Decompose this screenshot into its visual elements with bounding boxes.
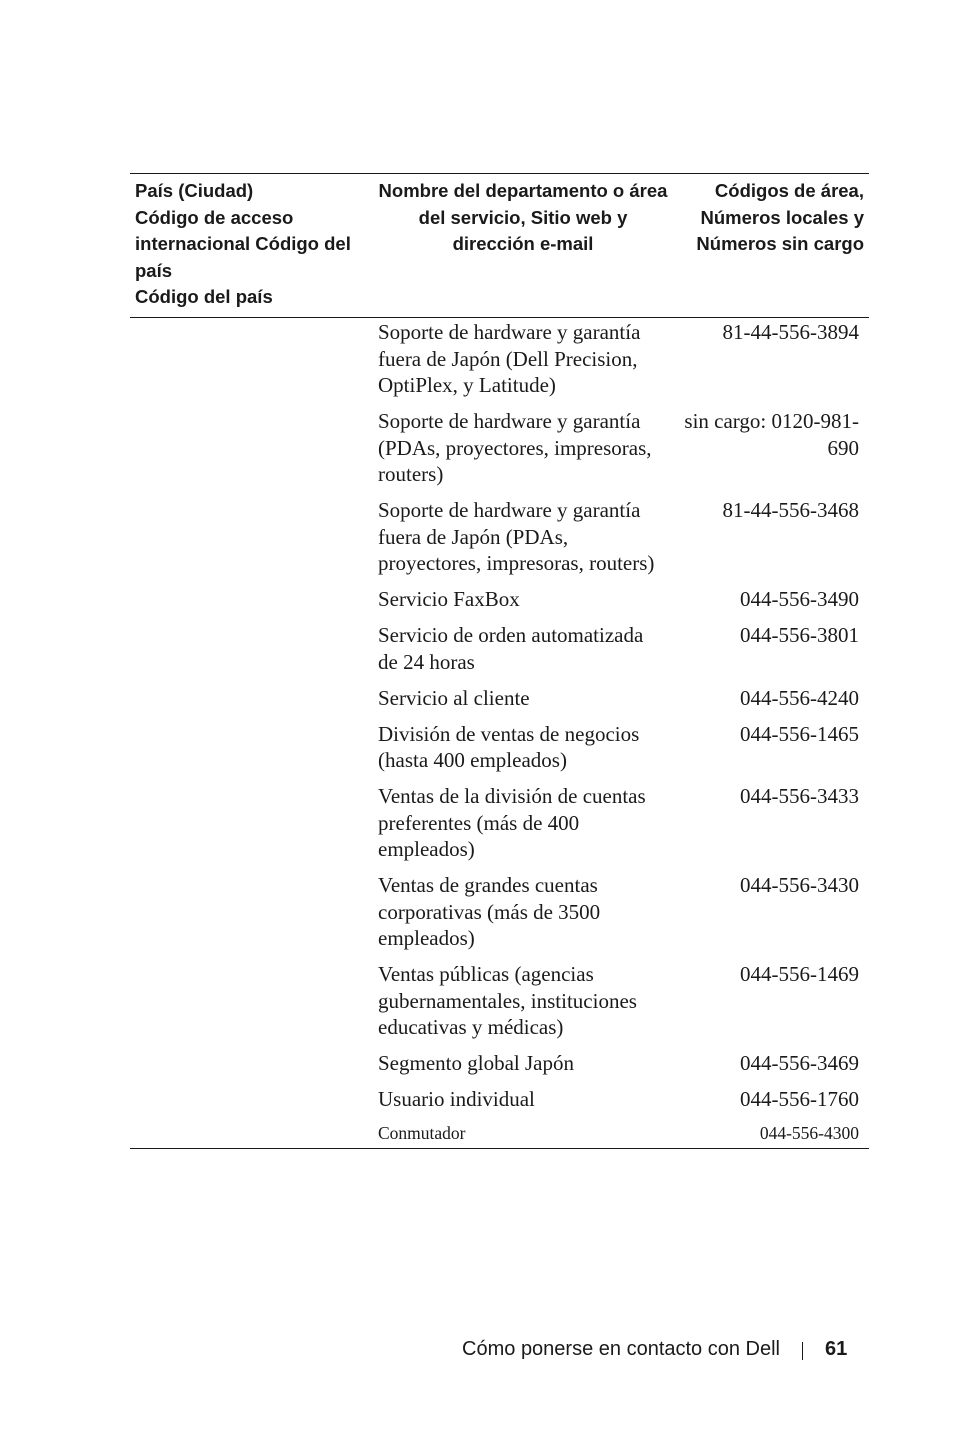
table-row xyxy=(130,497,869,577)
table-row xyxy=(130,1122,869,1144)
header-country-line: Código de acceso xyxy=(135,206,294,228)
header-country-line: internacional Código del xyxy=(135,233,351,254)
table-row xyxy=(130,1086,869,1113)
country-cell xyxy=(130,408,378,488)
department-cell xyxy=(378,961,678,1041)
phone-number-line: sin cargo: 0120-981- xyxy=(684,409,859,433)
table-body xyxy=(130,318,869,1148)
department-cell xyxy=(378,586,678,613)
country-cell xyxy=(130,497,378,577)
table-row xyxy=(130,783,869,863)
department-line: gubernamentales, instituciones xyxy=(378,988,637,1013)
department-cell xyxy=(378,622,678,675)
header-department xyxy=(373,174,673,317)
page-number: 61 xyxy=(825,1338,848,1360)
department-line: preferentes (más de 400 xyxy=(378,810,580,835)
phone-number-line: 81-44-556-3468 xyxy=(722,498,859,522)
table-row xyxy=(130,319,869,399)
phone-number-line: 044-556-4300 xyxy=(759,1123,859,1143)
department-cell xyxy=(378,1122,678,1144)
header-country-line: País (Ciudad) xyxy=(135,180,254,201)
table-row xyxy=(130,872,869,952)
header-country-line: Código del país xyxy=(135,286,273,307)
table-row xyxy=(130,586,869,613)
phone-number-cell xyxy=(678,721,859,774)
department-line: empleados) xyxy=(378,837,475,861)
header-country xyxy=(130,174,373,317)
phone-number-cell xyxy=(678,497,859,577)
header-department-line: dirección e-mail xyxy=(452,233,594,254)
department-line: corporativas (más de 3500 xyxy=(378,899,601,924)
department-cell xyxy=(378,1050,678,1077)
phone-number-line: 81-44-556-3894 xyxy=(722,320,859,344)
phone-number-cell xyxy=(678,1086,859,1113)
table-row xyxy=(130,622,869,675)
department-line: fuera de Japón (Dell Precision, xyxy=(378,346,638,371)
phone-number-line: 044-556-3801 xyxy=(740,623,859,647)
department-line: educativas y médicas) xyxy=(378,1015,564,1039)
phone-number-cell xyxy=(678,685,859,712)
header-numbers xyxy=(673,174,869,317)
phone-number-cell xyxy=(678,622,859,675)
header-department-line: del servicio, Sitio web y xyxy=(418,206,628,228)
country-cell xyxy=(130,622,378,675)
page-footer xyxy=(0,1338,954,1366)
department-cell xyxy=(378,721,678,774)
department-line: (PDAs, proyectores, impresoras, xyxy=(378,435,652,460)
country-cell xyxy=(130,1122,378,1144)
country-cell xyxy=(130,1050,378,1077)
department-line: Servicio al cliente xyxy=(378,685,530,710)
table-row xyxy=(130,685,869,712)
phone-number-cell xyxy=(678,961,859,1041)
table-row xyxy=(130,408,869,488)
department-line: Soporte de hardware y garantía xyxy=(378,409,641,433)
department-cell xyxy=(378,497,678,577)
header-country-line: país xyxy=(135,259,173,281)
contact-table xyxy=(130,173,869,1149)
department-line: fuera de Japón (PDAs, xyxy=(378,524,569,549)
department-line: Soporte de hardware y garantía xyxy=(378,498,641,522)
phone-number-line: 044-556-3490 xyxy=(740,587,859,611)
department-line: Ventas de la división de cuentas xyxy=(378,784,646,808)
table-row xyxy=(130,1050,869,1077)
header-numbers-line: Números locales y xyxy=(700,206,864,228)
phone-number-line: 044-556-3430 xyxy=(740,873,859,897)
phone-number-line: 044-556-3433 xyxy=(740,784,859,808)
phone-number-cell xyxy=(678,872,859,952)
header-numbers-line: Números sin cargo xyxy=(696,233,864,254)
phone-number-cell xyxy=(678,1050,859,1077)
department-line: (hasta 400 empleados) xyxy=(378,748,567,772)
country-cell xyxy=(130,1086,378,1113)
department-line: Ventas públicas (agencias xyxy=(378,962,594,986)
footer-divider xyxy=(802,1342,803,1360)
phone-number-cell xyxy=(678,408,859,488)
phone-number-line: 044-556-4240 xyxy=(740,685,859,710)
table-row xyxy=(130,961,869,1041)
country-cell xyxy=(130,872,378,952)
phone-number-cell xyxy=(678,319,859,399)
phone-number-line: 044-556-1465 xyxy=(740,721,859,746)
phone-number-cell xyxy=(678,783,859,863)
department-line: División de ventas de negocios xyxy=(378,721,640,746)
department-line: Conmutador xyxy=(378,1123,466,1143)
department-line: proyectores, impresoras, routers) xyxy=(378,551,655,575)
table-header xyxy=(130,174,869,318)
table-row xyxy=(130,721,869,774)
department-cell xyxy=(378,685,678,712)
footer-section-title: Cómo ponerse en contacto con Dell xyxy=(462,1338,780,1360)
country-cell xyxy=(130,685,378,712)
department-line: Servicio de orden automatizada xyxy=(378,623,644,647)
department-cell xyxy=(378,872,678,952)
phone-number-cell xyxy=(678,586,859,613)
phone-number-line: 044-556-3469 xyxy=(740,1051,859,1075)
country-cell xyxy=(130,721,378,774)
department-line: empleados) xyxy=(378,926,475,950)
country-cell xyxy=(130,586,378,613)
phone-number-line: 690 xyxy=(827,435,859,460)
department-line: OptiPlex, y Latitude) xyxy=(378,373,556,397)
department-line: Servicio FaxBox xyxy=(378,587,520,611)
header-numbers-line: Códigos de área, xyxy=(714,180,864,201)
department-line: de 24 horas xyxy=(378,649,475,674)
phone-number-line: 044-556-1469 xyxy=(740,962,859,986)
department-cell xyxy=(378,408,678,488)
department-line: Soporte de hardware y garantía xyxy=(378,320,641,344)
country-cell xyxy=(130,783,378,863)
department-cell xyxy=(378,783,678,863)
department-line: Segmento global Japón xyxy=(378,1051,574,1075)
phone-number-line: 044-556-1760 xyxy=(740,1087,859,1111)
department-cell xyxy=(378,319,678,399)
phone-number-cell xyxy=(678,1122,859,1144)
country-cell xyxy=(130,961,378,1041)
department-line: Ventas de grandes cuentas xyxy=(378,873,598,897)
department-line: routers) xyxy=(378,462,444,486)
header-department-line: Nombre del departamento o área xyxy=(378,180,668,201)
country-cell xyxy=(130,319,378,399)
department-line: Usuario individual xyxy=(378,1087,535,1111)
department-cell xyxy=(378,1086,678,1113)
